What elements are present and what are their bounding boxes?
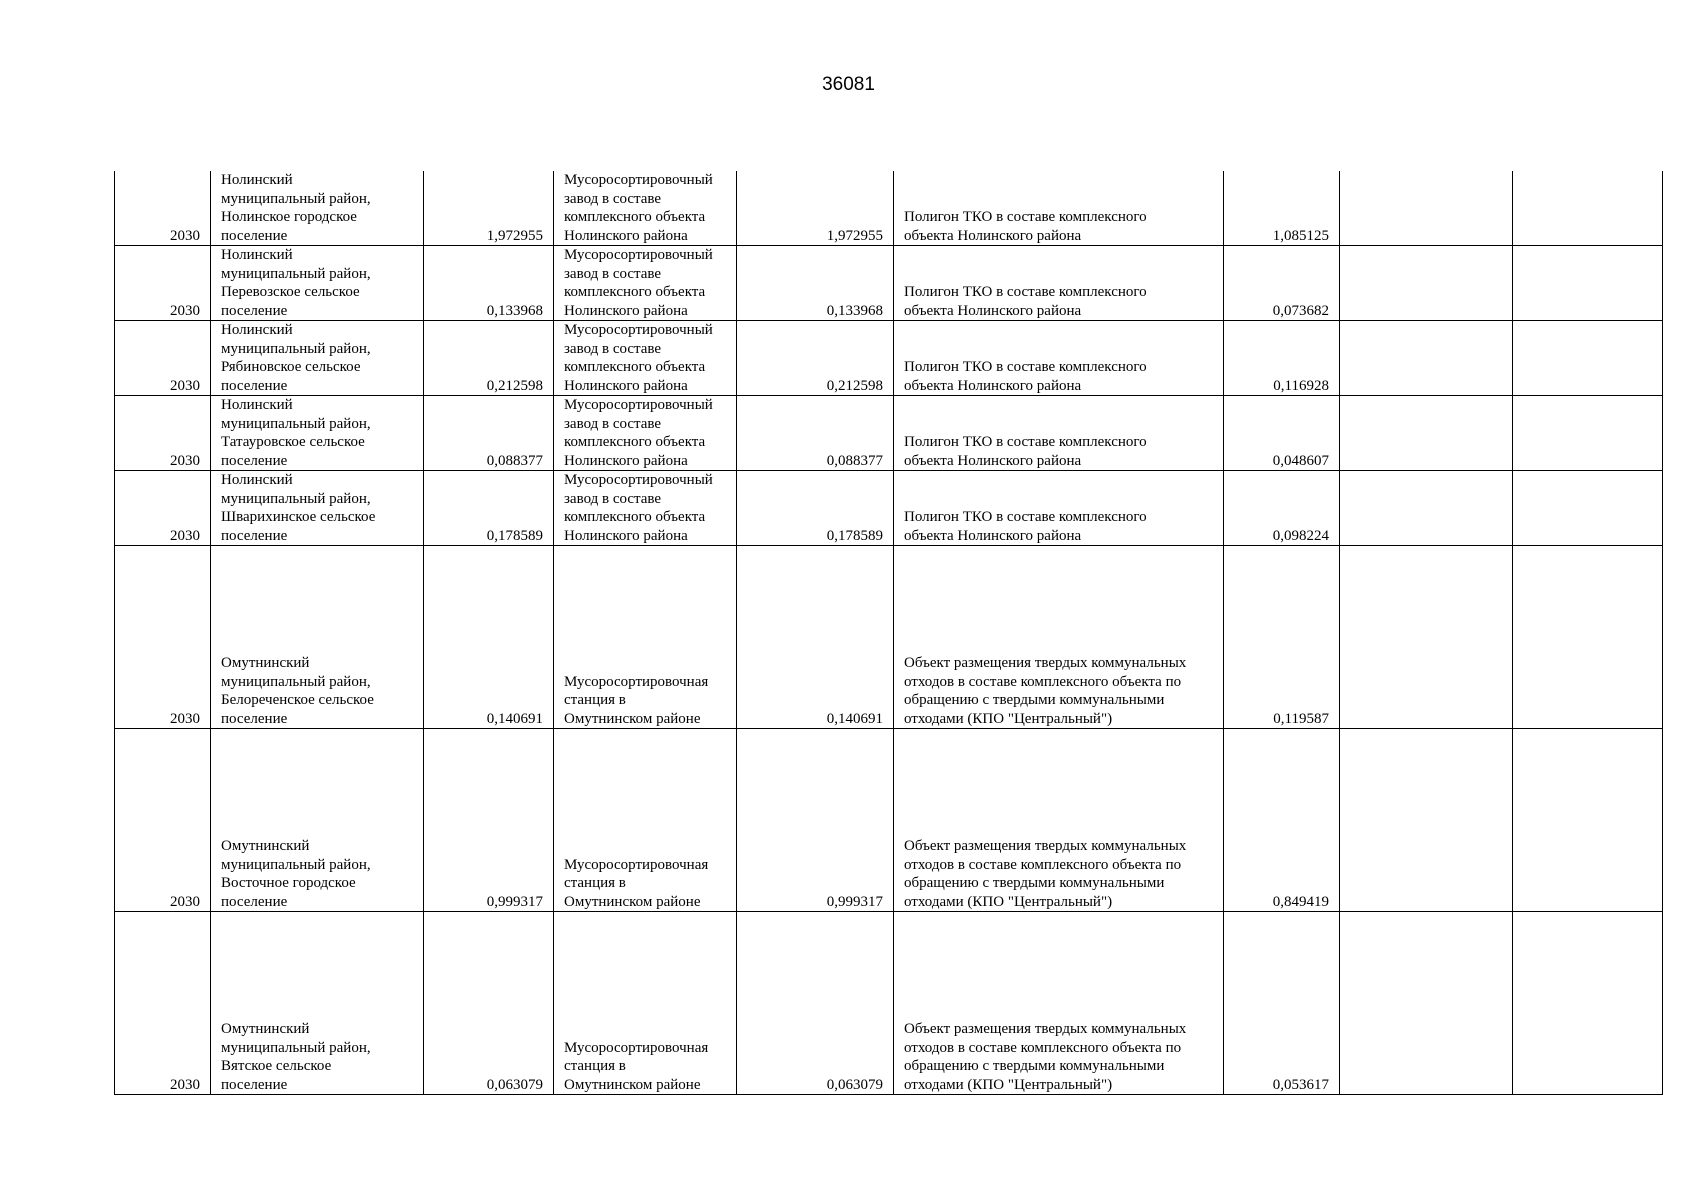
facility-cell: Мусоросортировочная станция в Омутнинском районе	[554, 912, 737, 1095]
table-row	[115, 546, 1663, 729]
municipality-cell: Омутнинский муниципальный район, Белореченское сельское поселение	[211, 546, 424, 729]
amount-cell: 0,063079	[424, 912, 554, 1095]
amount-cell: 0,849419	[1224, 729, 1340, 912]
year-cell: 2030	[115, 321, 211, 396]
amount-cell: 0,063079	[737, 912, 894, 1095]
amount-cell: 0,098224	[1224, 471, 1340, 546]
landfill-cell: Полигон ТКО в составе комплексного объекта Нолинского района	[894, 246, 1224, 321]
landfill-cell: Объект размещения твердых коммунальных отходов в составе комплексного объекта по обращению с твердыми коммунальными отходами (КПО "Центральный")	[894, 729, 1224, 912]
empty-cell	[1340, 912, 1513, 1095]
facility-cell: Мусоросортировочный завод в составе комплексного объекта Нолинского района	[554, 321, 737, 396]
facility-cell: Мусоросортировочный завод в составе комплексного объекта Нолинского района	[554, 396, 737, 471]
amount-cell: 0,178589	[424, 471, 554, 546]
amount-cell: 0,088377	[424, 396, 554, 471]
amount-cell: 0,133968	[424, 246, 554, 321]
table-row	[115, 246, 1663, 321]
amount-cell: 0,212598	[737, 321, 894, 396]
data-table	[114, 171, 1663, 1095]
landfill-cell: Полигон ТКО в составе комплексного объекта Нолинского района	[894, 471, 1224, 546]
amount-cell: 0,048607	[1224, 396, 1340, 471]
municipality-cell: Нолинский муниципальный район, Шварихинское сельское поселение	[211, 471, 424, 546]
amount-cell: 0,140691	[424, 546, 554, 729]
amount-cell: 1,085125	[1224, 171, 1340, 246]
amount-cell: 0,116928	[1224, 321, 1340, 396]
year-cell: 2030	[115, 912, 211, 1095]
empty-cell	[1513, 471, 1663, 546]
amount-cell: 0,119587	[1224, 546, 1340, 729]
empty-cell	[1513, 246, 1663, 321]
empty-cell	[1340, 171, 1513, 246]
empty-cell	[1340, 246, 1513, 321]
amount-cell: 1,972955	[424, 171, 554, 246]
empty-cell	[1513, 546, 1663, 729]
table-row	[115, 171, 1663, 246]
page-number: 36081	[822, 74, 875, 95]
landfill-cell: Полигон ТКО в составе комплексного объекта Нолинского района	[894, 171, 1224, 246]
municipality-cell: Нолинский муниципальный район, Татауровское сельское поселение	[211, 396, 424, 471]
year-cell: 2030	[115, 546, 211, 729]
table-row	[115, 321, 1663, 396]
facility-cell: Мусоросортировочный завод в составе комплексного объекта Нолинского района	[554, 246, 737, 321]
landfill-cell: Объект размещения твердых коммунальных отходов в составе комплексного объекта по обращению с твердыми коммунальными отходами (КПО "Центральный")	[894, 912, 1224, 1095]
amount-cell: 0,053617	[1224, 912, 1340, 1095]
facility-cell: Мусоросортировочный завод в составе комплексного объекта Нолинского района	[554, 171, 737, 246]
table-row	[115, 471, 1663, 546]
landfill-cell: Объект размещения твердых коммунальных отходов в составе комплексного объекта по обращению с твердыми коммунальными отходами (КПО "Центральный")	[894, 546, 1224, 729]
municipality-cell: Нолинский муниципальный район, Рябиновское сельское поселение	[211, 321, 424, 396]
year-cell: 2030	[115, 471, 211, 546]
year-cell: 2030	[115, 171, 211, 246]
year-cell: 2030	[115, 396, 211, 471]
amount-cell: 0,212598	[424, 321, 554, 396]
year-cell: 2030	[115, 729, 211, 912]
empty-cell	[1513, 729, 1663, 912]
table-row	[115, 912, 1663, 1095]
municipality-cell: Омутнинский муниципальный район, Восточное городское поселение	[211, 729, 424, 912]
empty-cell	[1513, 321, 1663, 396]
amount-cell: 0,999317	[424, 729, 554, 912]
facility-cell: Мусоросортировочная станция в Омутнинском районе	[554, 546, 737, 729]
empty-cell	[1513, 171, 1663, 246]
landfill-cell: Полигон ТКО в составе комплексного объекта Нолинского района	[894, 321, 1224, 396]
amount-cell: 1,972955	[737, 171, 894, 246]
table-row	[115, 396, 1663, 471]
amount-cell: 0,178589	[737, 471, 894, 546]
empty-cell	[1340, 729, 1513, 912]
empty-cell	[1340, 396, 1513, 471]
amount-cell: 0,088377	[737, 396, 894, 471]
empty-cell	[1340, 321, 1513, 396]
empty-cell	[1513, 912, 1663, 1095]
amount-cell: 0,073682	[1224, 246, 1340, 321]
amount-cell: 0,140691	[737, 546, 894, 729]
municipality-cell: Нолинский муниципальный район, Перевозское сельское поселение	[211, 246, 424, 321]
empty-cell	[1340, 471, 1513, 546]
landfill-cell: Полигон ТКО в составе комплексного объекта Нолинского района	[894, 396, 1224, 471]
table-row	[115, 729, 1663, 912]
year-cell: 2030	[115, 246, 211, 321]
facility-cell: Мусоросортировочный завод в составе комплексного объекта Нолинского района	[554, 471, 737, 546]
facility-cell: Мусоросортировочная станция в Омутнинском районе	[554, 729, 737, 912]
empty-cell	[1513, 396, 1663, 471]
amount-cell: 0,999317	[737, 729, 894, 912]
municipality-cell: Нолинский муниципальный район, Нолинское городское поселение	[211, 171, 424, 246]
empty-cell	[1340, 546, 1513, 729]
municipality-cell: Омутнинский муниципальный район, Вятское сельское поселение	[211, 912, 424, 1095]
amount-cell: 0,133968	[737, 246, 894, 321]
